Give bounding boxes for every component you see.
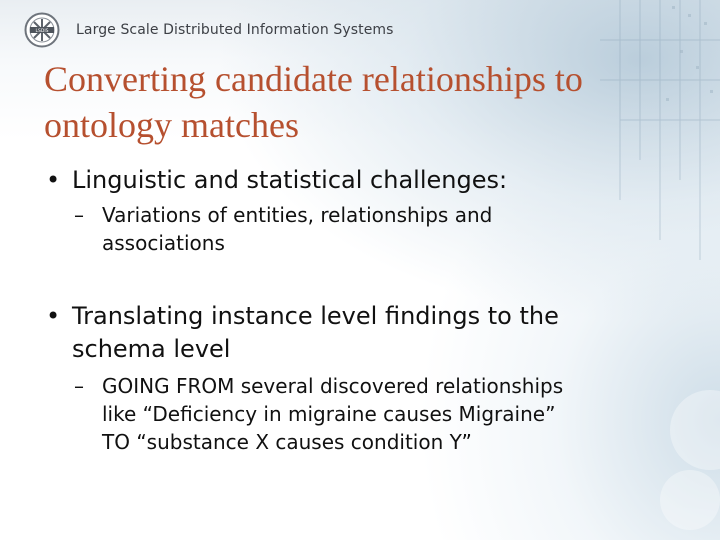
sub-bullet-text: Variations of entities, relationships and <box>102 203 493 227</box>
sub-bullet-text: TO “substance X causes condition Y” <box>102 430 472 454</box>
bullet-text: Translating instance level findings to the <box>72 302 559 330</box>
sub-bullet-text: like “Deficiency in migraine causes Migraine” <box>102 402 556 426</box>
bullet-text: Linguistic and statistical challenges: <box>72 166 508 194</box>
sub-bullet-marker: – <box>74 203 84 227</box>
sub-bullet-marker: – <box>74 374 84 398</box>
bullet-marker: • <box>46 166 61 194</box>
svg-text:LSDIS: LSDIS <box>35 29 49 34</box>
sub-bullet-text: associations <box>102 231 225 255</box>
slide-title: Converting candidate relationships to ontology matches <box>44 59 583 145</box>
sub-bullet-text: GOING FROM several discovered relationships <box>102 374 564 398</box>
bullet-marker: • <box>46 302 61 330</box>
header-title: Large Scale Distributed Information Systems <box>76 22 394 38</box>
bullet-text: schema level <box>72 335 231 363</box>
